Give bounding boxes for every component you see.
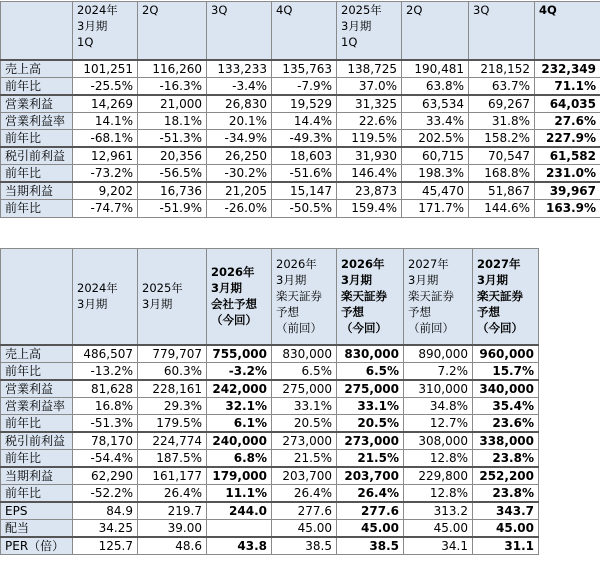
- quarterly-cell: 168.8%: [469, 165, 535, 183]
- forecast-cell: 313.2: [404, 502, 473, 520]
- quarterly-column-header: 2025年 3月期 1Q: [337, 2, 402, 60]
- forecast-cell: 12.7%: [404, 415, 473, 433]
- forecast-cell: -52.2%: [73, 485, 138, 503]
- quarterly-cell: 18,603: [272, 147, 337, 165]
- quarterly-column-header: 4Q: [272, 2, 337, 60]
- forecast-row-label: 配当: [1, 520, 73, 538]
- forecast-cell: 275,000: [272, 380, 337, 398]
- quarterly-cell: 63.7%: [469, 77, 535, 95]
- forecast-row-label: PER（倍）: [1, 537, 73, 555]
- quarterly-header-row: [1, 2, 600, 60]
- forecast-column-header: 2025年 3月期: [138, 249, 207, 345]
- forecast-cell: 6.8%: [207, 450, 272, 468]
- forecast-cell: 26.4%: [337, 485, 404, 503]
- forecast-cell: 48.6: [138, 537, 207, 555]
- quarterly-cell: 64,035: [535, 95, 600, 113]
- forecast-row-label: 前年比: [1, 450, 73, 468]
- quarterly-cell: 23,873: [337, 182, 402, 200]
- quarterly-cell: 227.9%: [535, 130, 600, 148]
- quarterly-row-label: 前年比: [1, 200, 73, 218]
- forecast-cell: 20.5%: [272, 415, 337, 433]
- forecast-cell: 229,800: [404, 467, 473, 485]
- quarterly-cell: -7.9%: [272, 77, 337, 95]
- quarterly-cell: -50.5%: [272, 200, 337, 218]
- forecast-cell: 78,170: [73, 432, 138, 450]
- forecast-cell: 23.8%: [473, 485, 539, 503]
- forecast-cell: 203,700: [337, 467, 404, 485]
- forecast-cell: 12.8%: [404, 485, 473, 503]
- quarterly-cell: -51.3%: [138, 130, 207, 148]
- quarterly-cell: 31,325: [337, 95, 402, 113]
- quarterly-cell: 63.8%: [402, 77, 469, 95]
- quarterly-cell: 16,736: [138, 182, 207, 200]
- quarterly-row-label: 当期利益: [1, 182, 73, 200]
- forecast-cell: 343.7: [473, 502, 539, 520]
- forecast-cell: 81,628: [73, 380, 138, 398]
- forecast-cell: 179,000: [207, 467, 272, 485]
- quarterly-row-label: 税引前利益: [1, 147, 73, 165]
- forecast-cell: 275,000: [337, 380, 404, 398]
- quarterly-cell: -3.4%: [207, 77, 272, 95]
- quarterly-cell: 14.1%: [73, 112, 138, 130]
- quarterly-cell: -16.3%: [138, 77, 207, 95]
- quarterly-row: [1, 112, 600, 130]
- quarterly-cell: 135,763: [272, 60, 337, 78]
- forecast-cell: 161,177: [138, 467, 207, 485]
- quarterly-cell: -73.2%: [73, 165, 138, 183]
- quarterly-cell: 22.6%: [337, 112, 402, 130]
- quarterly-cell: 14.4%: [272, 112, 337, 130]
- quarterly-cell: 232,349: [535, 60, 600, 78]
- quarterly-cell: 21,000: [138, 95, 207, 113]
- quarterly-cell: 198.3%: [402, 165, 469, 183]
- quarterly-cell: -74.7%: [73, 200, 138, 218]
- forecast-cell: 26.4%: [272, 485, 337, 503]
- forecast-cell: 12.8%: [404, 450, 473, 468]
- forecast-cell: 34.25: [73, 520, 138, 538]
- forecast-cell: 273,000: [337, 432, 404, 450]
- quarterly-cell: 146.4%: [337, 165, 402, 183]
- quarterly-cell: 12,961: [73, 147, 138, 165]
- quarterly-cell: 51,867: [469, 182, 535, 200]
- forecast-cell: 7.2%: [404, 362, 473, 380]
- forecast-cell: 244.0: [207, 502, 272, 520]
- forecast-cell: 38.5: [272, 537, 337, 555]
- forecast-cell: 32.1%: [207, 397, 272, 415]
- quarterly-column-header: 2024年 3月期 1Q: [73, 2, 138, 60]
- forecast-row-label: 営業利益: [1, 380, 73, 398]
- quarterly-row-label: 売上高: [1, 60, 73, 78]
- forecast-header-row: [1, 249, 539, 345]
- quarterly-cell: 158.2%: [469, 130, 535, 148]
- forecast-cell: -3.2%: [207, 362, 272, 380]
- forecast-cell: 34.1: [404, 537, 473, 555]
- quarterly-row-label: 前年比: [1, 77, 73, 95]
- quarterly-cell: 21,205: [207, 182, 272, 200]
- forecast-row-label: 前年比: [1, 485, 73, 503]
- forecast-cell: -54.4%: [73, 450, 138, 468]
- quarterly-cell: 116,260: [138, 60, 207, 78]
- forecast-row: [1, 520, 539, 538]
- forecast-cell: 224,774: [138, 432, 207, 450]
- quarterly-cell: 61,582: [535, 147, 600, 165]
- forecast-cell: 11.1%: [207, 485, 272, 503]
- quarterly-cell: -26.0%: [207, 200, 272, 218]
- forecast-row: [1, 380, 539, 398]
- forecast-cell: 84.9: [73, 502, 138, 520]
- forecast-cell: 6.5%: [337, 362, 404, 380]
- quarterly-cell: 31,930: [337, 147, 402, 165]
- forecast-cell: 21.5%: [272, 450, 337, 468]
- quarterly-column-header: 2Q: [138, 2, 207, 60]
- quarterly-cell: 26,250: [207, 147, 272, 165]
- quarterly-cell: -49.3%: [272, 130, 337, 148]
- forecast-cell: 308,000: [404, 432, 473, 450]
- quarterly-cell: 70,547: [469, 147, 535, 165]
- quarterly-cell: 31.8%: [469, 112, 535, 130]
- forecast-row: [1, 502, 539, 520]
- quarterly-cell: -34.9%: [207, 130, 272, 148]
- forecast-cell: 33.1%: [337, 397, 404, 415]
- quarterly-cell: 71.1%: [535, 77, 600, 95]
- quarterly-row-label: 営業利益: [1, 95, 73, 113]
- forecast-row-label: 売上高: [1, 345, 73, 363]
- forecast-row: [1, 432, 539, 450]
- forecast-cell: 29.3%: [138, 397, 207, 415]
- forecast-cell: 23.8%: [473, 450, 539, 468]
- forecast-cell: 338,000: [473, 432, 539, 450]
- quarterly-cell: -68.1%: [73, 130, 138, 148]
- quarterly-row: [1, 147, 600, 165]
- forecast-row: [1, 397, 539, 415]
- quarterly-row-label: 営業利益率: [1, 112, 73, 130]
- forecast-row: [1, 415, 539, 433]
- quarterly-cell: 33.4%: [402, 112, 469, 130]
- quarterly-column-header: [1, 2, 73, 60]
- forecast-cell: 187.5%: [138, 450, 207, 468]
- quarterly-row: [1, 130, 600, 148]
- quarterly-cell: 138,725: [337, 60, 402, 78]
- forecast-row: [1, 537, 539, 555]
- quarterly-results-table: [0, 1, 600, 218]
- quarterly-cell: 171.7%: [402, 200, 469, 218]
- quarterly-cell: -30.2%: [207, 165, 272, 183]
- forecast-cell: 277.6: [272, 502, 337, 520]
- quarterly-cell: 39,967: [535, 182, 600, 200]
- forecast-row: [1, 450, 539, 468]
- quarterly-cell: 144.6%: [469, 200, 535, 218]
- quarterly-cell: 133,233: [207, 60, 272, 78]
- forecast-cell: 45.00: [404, 520, 473, 538]
- forecast-cell: 242,000: [207, 380, 272, 398]
- forecast-cell: 6.5%: [272, 362, 337, 380]
- forecast-column-header: 2026年 3月期 楽天証券 予想 （前回）: [272, 249, 337, 345]
- forecast-cell: 45.00: [473, 520, 539, 538]
- forecast-cell: 277.6: [337, 502, 404, 520]
- forecast-column-header: [1, 249, 73, 345]
- forecast-cell: -13.2%: [73, 362, 138, 380]
- quarterly-column-header: 3Q: [469, 2, 535, 60]
- quarterly-cell: 18.1%: [138, 112, 207, 130]
- quarterly-cell: 27.6%: [535, 112, 600, 130]
- forecast-row-label: 当期利益: [1, 467, 73, 485]
- quarterly-row-label: 前年比: [1, 130, 73, 148]
- forecast-cell: 45.00: [272, 520, 337, 538]
- forecast-cell: 219.7: [138, 502, 207, 520]
- forecast-cell: 33.1%: [272, 397, 337, 415]
- quarterly-cell: 190,481: [402, 60, 469, 78]
- quarterly-column-header: 2Q: [402, 2, 469, 60]
- quarterly-cell: -51.9%: [138, 200, 207, 218]
- forecast-cell: 60.3%: [138, 362, 207, 380]
- forecast-column-header: 2027年 3月期 楽天証券 予想 （前回）: [404, 249, 473, 345]
- quarterly-cell: 163.9%: [535, 200, 600, 218]
- forecast-cell: 20.5%: [337, 415, 404, 433]
- forecast-cell: 16.8%: [73, 397, 138, 415]
- quarterly-cell: 9,202: [73, 182, 138, 200]
- forecast-cell: 23.6%: [473, 415, 539, 433]
- forecast-cell: 6.1%: [207, 415, 272, 433]
- forecast-column-header: 2026年 3月期 会社予想 （今回）: [207, 249, 272, 345]
- forecast-cell: 240,000: [207, 432, 272, 450]
- forecast-column-header: 2024年 3月期: [73, 249, 138, 345]
- quarterly-row: [1, 165, 600, 183]
- quarterly-row: [1, 77, 600, 95]
- annual-forecast-table: [0, 248, 539, 555]
- forecast-cell: [207, 520, 272, 538]
- forecast-cell: 890,000: [404, 345, 473, 363]
- forecast-cell: 38.5: [337, 537, 404, 555]
- forecast-cell: 39.00: [138, 520, 207, 538]
- quarterly-row-label: 前年比: [1, 165, 73, 183]
- forecast-cell: 830,000: [337, 345, 404, 363]
- forecast-cell: 43.8: [207, 537, 272, 555]
- forecast-column-header: 2027年 3月期 楽天証券 予想 （今回）: [473, 249, 539, 345]
- quarterly-cell: 63,534: [402, 95, 469, 113]
- quarterly-cell: -25.5%: [73, 77, 138, 95]
- forecast-cell: 34.8%: [404, 397, 473, 415]
- forecast-cell: 252,200: [473, 467, 539, 485]
- forecast-row-label: 前年比: [1, 362, 73, 380]
- forecast-cell: 15.7%: [473, 362, 539, 380]
- forecast-column-header: 2026年 3月期 楽天証券 予想 （今回）: [337, 249, 404, 345]
- forecast-row-label: 営業利益率: [1, 397, 73, 415]
- quarterly-cell: 20.1%: [207, 112, 272, 130]
- forecast-cell: 960,000: [473, 345, 539, 363]
- quarterly-cell: 101,251: [73, 60, 138, 78]
- forecast-row: [1, 345, 539, 363]
- forecast-cell: 779,707: [138, 345, 207, 363]
- forecast-cell: 31.1: [473, 537, 539, 555]
- forecast-cell: 310,000: [404, 380, 473, 398]
- forecast-row: [1, 362, 539, 380]
- forecast-row: [1, 467, 539, 485]
- quarterly-cell: 45,470: [402, 182, 469, 200]
- quarterly-cell: 69,267: [469, 95, 535, 113]
- forecast-cell: 125.7: [73, 537, 138, 555]
- quarterly-row: [1, 60, 600, 78]
- quarterly-cell: 19,529: [272, 95, 337, 113]
- quarterly-cell: 26,830: [207, 95, 272, 113]
- quarterly-row: [1, 200, 600, 218]
- forecast-row-label: 前年比: [1, 415, 73, 433]
- quarterly-cell: -51.6%: [272, 165, 337, 183]
- forecast-cell: 179.5%: [138, 415, 207, 433]
- forecast-cell: 830,000: [272, 345, 337, 363]
- forecast-cell: 62,290: [73, 467, 138, 485]
- forecast-cell: 35.4%: [473, 397, 539, 415]
- forecast-cell: 228,161: [138, 380, 207, 398]
- forecast-cell: -51.3%: [73, 415, 138, 433]
- forecast-row-label: EPS: [1, 502, 73, 520]
- quarterly-cell: -56.5%: [138, 165, 207, 183]
- quarterly-cell: 218,152: [469, 60, 535, 78]
- forecast-cell: 203,700: [272, 467, 337, 485]
- quarterly-cell: 202.5%: [402, 130, 469, 148]
- quarterly-cell: 119.5%: [337, 130, 402, 148]
- forecast-cell: 486,507: [73, 345, 138, 363]
- quarterly-cell: 231.0%: [535, 165, 600, 183]
- forecast-row-label: 税引前利益: [1, 432, 73, 450]
- forecast-cell: 340,000: [473, 380, 539, 398]
- quarterly-row: [1, 182, 600, 200]
- forecast-cell: 273,000: [272, 432, 337, 450]
- quarterly-cell: 60,715: [402, 147, 469, 165]
- quarterly-cell: 37.0%: [337, 77, 402, 95]
- quarterly-column-header: 3Q: [207, 2, 272, 60]
- quarterly-cell: 15,147: [272, 182, 337, 200]
- quarterly-cell: 14,269: [73, 95, 138, 113]
- quarterly-row: [1, 95, 600, 113]
- quarterly-column-header: 4Q: [535, 2, 600, 60]
- forecast-cell: 26.4%: [138, 485, 207, 503]
- forecast-cell: 45.00: [337, 520, 404, 538]
- quarterly-cell: 159.4%: [337, 200, 402, 218]
- forecast-cell: 21.5%: [337, 450, 404, 468]
- forecast-cell: 755,000: [207, 345, 272, 363]
- quarterly-cell: 20,356: [138, 147, 207, 165]
- forecast-row: [1, 485, 539, 503]
